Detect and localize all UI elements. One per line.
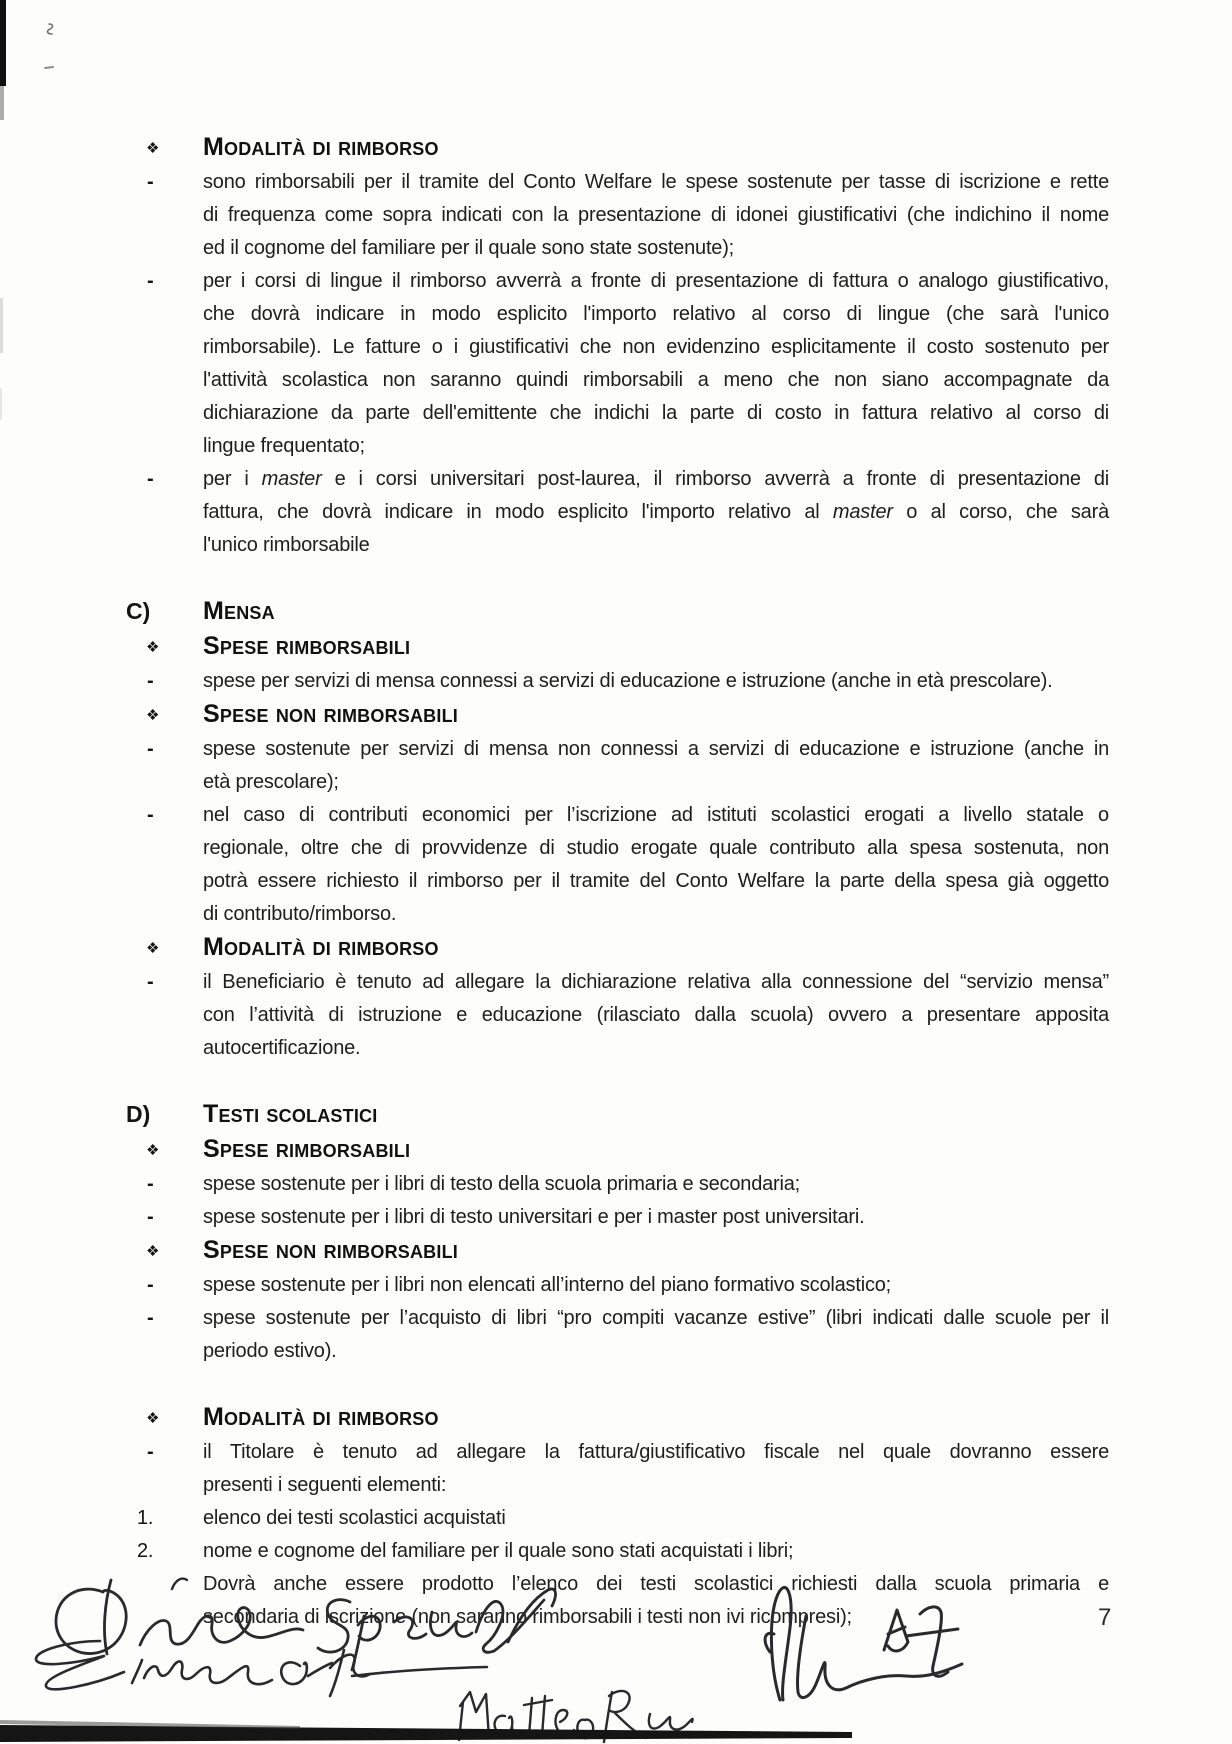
text-line: periodo estivo). <box>203 1340 337 1362</box>
diamond-bullet-icon: ❖ <box>146 1142 160 1159</box>
heading-text: Mensa <box>203 597 275 625</box>
text-line: dichiarazione da parte dell'emittente che indichi la parte di costo in fattura relativo al corso di <box>203 402 1109 424</box>
text-line: spese sostenute per i libri di testo universitari e per i master post universitari. <box>203 1206 865 1228</box>
dash-bullet: - <box>147 468 154 490</box>
text-line: il Beneficiario è tenuto ad allegare la dichiarazione relativa alla connessione del “servizio mensa” <box>203 971 1109 993</box>
text-line: spese sostenute per i libri non elencati all’interno del piano formativo scolastico; <box>203 1274 892 1296</box>
text-line: con l’attività di istruzione e educazione (rilasciato dalla scuola) ovvero a presentare apposita <box>203 1004 1109 1026</box>
dash-bullet: - <box>147 670 154 692</box>
heading-text: Modalità di rimborso <box>203 933 439 961</box>
dash-bullet: - <box>147 971 154 993</box>
diamond-bullet-icon: ❖ <box>146 940 160 957</box>
text-line: elenco dei testi scolastici acquistati <box>203 1507 506 1529</box>
dash-bullet: - <box>147 171 154 193</box>
text-line: nel caso di contributi economici per l’iscrizione ad istituti scolastici erogati a livello statale o <box>203 804 1109 826</box>
dash-bullet: - <box>147 1173 154 1195</box>
page-number: 7 <box>1098 1604 1112 1631</box>
signature-ink-4 <box>765 1587 962 1700</box>
text-line: presenti i seguenti elementi: <box>203 1474 447 1496</box>
text-line: potrà essere richiesto il rimborso per il tramite del Conto Welfare la parte della spesa già oggetto <box>203 870 1109 892</box>
signature-ink-1 <box>56 1580 556 1670</box>
heading-text: Spese non rimborsabili <box>203 1236 458 1264</box>
heading-text: Spese non rimborsabili <box>203 700 458 728</box>
text-line: regionale, oltre che di provvidenze di studio erogate quale contributo alla spesa sostenuta, non <box>203 837 1109 859</box>
pen-tick <box>172 1579 187 1589</box>
text-line: età prescolare); <box>203 771 339 793</box>
heading-text: Modalità di rimborso <box>203 1403 439 1431</box>
text-line: Dovrà anche essere prodotto l’elenco dei testi scolastici richiesti dalla scuola primaria e <box>203 1573 1109 1595</box>
dash-bullet: - <box>147 1206 154 1228</box>
heading-text: Testi scolastici <box>203 1100 378 1128</box>
text-line: di contributo/rimborso. <box>203 903 397 925</box>
text-line: spese per servizi di mensa connessi a servizi di educazione e istruzione (anche in età prescolare). <box>203 670 1053 692</box>
dash-bullet: - <box>147 1307 154 1329</box>
heading-text: Spese rimborsabili <box>203 1135 411 1163</box>
section-label: D) <box>126 1101 151 1127</box>
text-line: secondaria di iscrizione (non saranno rimborsabili i testi non ivi ricompresi); <box>203 1606 852 1628</box>
dash-bullet: - <box>147 270 154 292</box>
item-number: 1. <box>137 1507 154 1529</box>
text-line: l'attività scolastica non saranno quindi rimborsabili a meno che non siano accompagnate da <box>203 369 1109 391</box>
diamond-bullet-icon: ❖ <box>146 639 160 656</box>
scan-speck <box>45 24 53 68</box>
diamond-bullet-icon: ❖ <box>146 707 160 724</box>
section-label: C) <box>126 598 151 624</box>
text-line: lingue frequentato; <box>203 435 365 457</box>
text-line: di frequenza come sopra indicati con la presentazione di idonei giustificativi (che indichino il nome <box>203 204 1109 226</box>
text-line: fattura, che dovrà indicare in modo esplicito l'importo relativo al master o al corso, che sarà <box>203 501 1109 523</box>
text-line: spese sostenute per l’acquisto di libri “pro compiti vacanze estive” (libri indicati dalle scuole per il <box>203 1307 1109 1329</box>
text-line: rimborsabile). Le fatture o i giustificativi che non evidenzino esplicitamente il costo sostenuto per <box>203 336 1109 358</box>
text-line: ed il cognome del familiare per il quale sono state sostenute); <box>203 237 735 259</box>
text-line: per i master e i corsi universitari post-laurea, il rimborso avverrà a fronte di presentazione di <box>203 468 1109 490</box>
text-line: che dovrà indicare in modo esplicito l'importo relativo al corso di lingue (che sarà l'unico <box>203 303 1109 325</box>
text-line: nome e cognome del familiare per il quale sono stati acquistati i libri; <box>203 1540 794 1562</box>
dash-bullet: - <box>147 738 154 760</box>
diamond-bullet-icon: ❖ <box>146 140 160 157</box>
heading-text: Spese rimborsabili <box>203 632 411 660</box>
dash-bullet: - <box>147 1441 154 1463</box>
dash-bullet: - <box>147 1274 154 1296</box>
text-line: sono rimborsabili per il tramite del Conto Welfare le spese sostenute per tasse di iscrizione e rette <box>203 171 1109 193</box>
diamond-bullet-icon: ❖ <box>146 1410 160 1427</box>
scan-artifact-bottom-bar <box>0 1720 852 1742</box>
text-line: per i corsi di lingue il rimborso avverrà a fronte di presentazione di fattura o analogo giustificativo, <box>203 270 1109 292</box>
heading-text: Modalità di rimborso <box>203 133 439 161</box>
dash-bullet: - <box>147 804 154 826</box>
diamond-bullet-icon: ❖ <box>146 1243 160 1260</box>
text-line: spese sostenute per servizi di mensa non connessi a servizi di educazione e istruzione (anche in <box>203 738 1109 760</box>
text-line: il Titolare è tenuto ad allegare la fattura/giustificativo fiscale nel quale dovranno essere <box>203 1441 1109 1463</box>
text-line: l'unico rimborsabile <box>203 534 370 556</box>
item-number: 2. <box>137 1540 154 1562</box>
text-line: autocertificazione. <box>203 1037 361 1059</box>
text-line: spese sostenute per i libri di testo della scuola primaria e secondaria; <box>203 1173 801 1195</box>
